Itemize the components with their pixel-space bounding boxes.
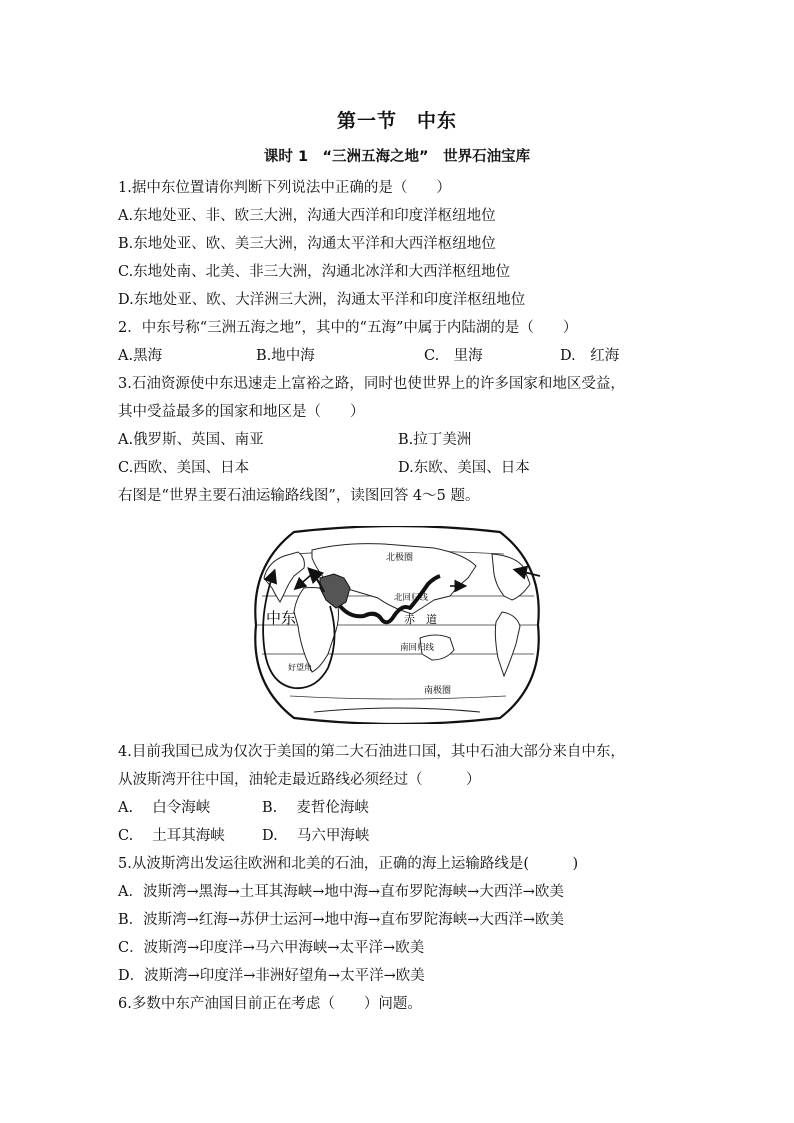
q2-option-a: A.黑海 [118,348,163,364]
q4-option-c: C. 土耳其海峡 [118,828,225,844]
q1-option-b: B.东地处亚、欧、美三大洲，沟通太平洋和大西洋枢纽地位 [118,236,496,252]
q1-option-c: C.东地处南、北美、非三大洲，沟通北冰洋和大西洋枢纽地位 [118,264,511,280]
q6-stem: 6.多数中东产油国目前正在考虑（ ）问题。 [118,996,422,1012]
label-middle-east: 中东 [266,609,297,627]
oil-route-map [254,526,540,724]
q4-option-a: A. 白令海峡 [118,800,211,816]
q3-stem-line2: 其中受益最多的国家和地区是（ ） [118,404,365,420]
q5-option-a: A．波斯湾→黑海→土耳其海峡→地中海→直布罗陀海峡→大西洋→欧美 [118,884,564,900]
q3-option-c: C.西欧、美国、日本 [118,460,250,476]
q4-stem-line1: 4.目前我国已成为仅次于美国的第二大石油进口国，其中石油大部分来自中东， [118,744,625,760]
label-tropic-of-cancer: 北回归线 [394,593,429,603]
q4-stem-line2: 从波斯湾开往中国，油轮走最近路线必须经过（ ） [118,772,481,788]
map-intro: 右图是“世界主要石油运输路线图”，读图回答 4～5 题。 [118,488,480,504]
q1-option-d: D.东地处亚、欧、大洋洲三大洲，沟通太平洋和印度洋枢纽地位 [118,292,526,308]
page-title: 第一节 中东 [336,110,457,132]
q3-option-b: B.拉丁美洲 [398,432,472,448]
label-equator: 赤 道 [404,613,437,626]
q5-option-b: B．波斯湾→红海→苏伊士运河→地中海→直布罗陀海峡→大西洋→欧美 [118,912,565,928]
label-tropic-of-capricorn: 南回归线 [400,643,435,653]
q2-option-b: B.地中海 [256,348,315,364]
q1-stem: 1.据中东位置请你判断下列说法中正确的是（ ） [118,180,451,196]
label-arctic-circle: 北极圈 [386,553,414,563]
q2-option-c: C. 里海 [424,348,483,364]
q3-option-a: A.俄罗斯、英国、南亚 [118,432,264,448]
q3-option-d: D.东欧、美国、日本 [398,460,530,476]
q2-stem: 2．中东号称“三洲五海之地”，其中的“五海”中属于内陆湖的是（ ） [118,320,578,336]
q2-option-d: D. 红海 [560,348,620,364]
q5-option-d: D．波斯湾→印度洋→非洲好望角→太平洋→欧美 [118,968,425,984]
q5-stem: 5.从波斯湾出发运往欧洲和北美的石油，正确的海上运输路线是( ) [118,856,579,872]
q3-stem-line1: 3.石油资源使中东迅速走上富裕之路，同时也使世界上的许多国家和地区受益， [118,376,625,392]
label-cape-of-good-hope: 好望角 [288,663,312,672]
page-subtitle: 课时 1 “三洲五海之地” 世界石油宝库 [263,149,531,165]
q1-option-a: A.东地处亚、非、欧三大洲，沟通大西洋和印度洋枢纽地位 [118,208,496,224]
q5-option-c: C．波斯湾→印度洋→马六甲海峡→太平洋→欧美 [118,940,425,956]
q4-option-d: D. 马六甲海峡 [262,828,370,844]
q4-option-b: B. 麦哲伦海峡 [262,800,369,816]
label-antarctic-circle: 南极圈 [424,686,452,696]
